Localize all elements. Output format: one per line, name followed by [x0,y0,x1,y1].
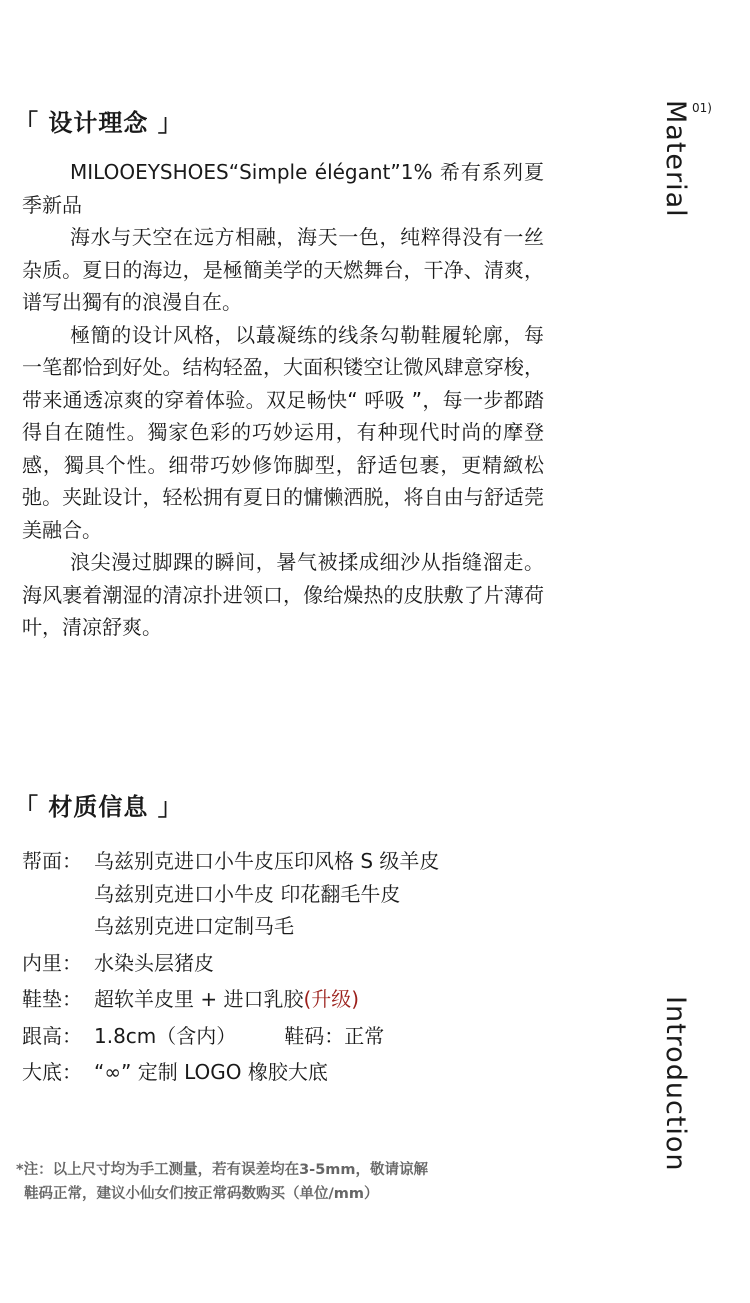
spec-upper [22,845,582,943]
intro-paragraph: MILOOEYSHOES“Simple élégant”1% 希有系列夏季新品 [22,160,544,217]
design-concept-text [22,156,544,644]
side-label-material: Material [660,100,691,218]
spec-value: 乌兹别克进口小牛皮压印风格 S 级羊皮 [94,849,440,873]
spec-lining [22,947,582,980]
intro-paragraph: 極簡的设计风格，以蕞凝练的线条勾勒鞋履轮廓，每一笔都恰到好处。结构轻盈，大面积镂空让微风肆意穿梭，带来通透凉爽的穿着体验。双足畅快“ 呼吸 ”，每一步都踏得自在随性。獨家色彩的巧妙运用，有种现代时尚的摩登感，獨具个性。细带巧妙修饰脚型，舒适包裹，更精緻松弛。夹趾设计，轻松拥有夏日的慵懒洒脱，将自由与舒适莞美融合。 [22,322,544,542]
measurement-note [16,1158,428,1206]
spec-label: 跟高： [22,1023,82,1048]
spec-label: 内里： [22,950,82,975]
spec-value: 水染头层猪皮 [94,950,214,975]
spec-label: 帮面： [22,849,82,873]
note-line: *注：以上尺寸均为手工测量，若有误差均在3-5mm，敬请谅解 [16,1162,428,1178]
spec-insole [22,983,582,1016]
note-line: 鞋码正常，建议小仙女们按正常码数购买（单位/mm） [24,1186,379,1202]
intro-paragraph: 海水与天空在远方相融，海天一色，纯粹得没有一丝杂质。夏日的海边，是極簡美学的天燃舞台，干净、清爽，谱写出獨有的浪漫自在。 [22,225,544,314]
upgrade-badge: (升级) [303,987,360,1011]
spec-value: 超软羊皮里 + 进口乳胶 [94,987,304,1011]
intro-paragraph: 浪尖漫过脚踝的瞬间，暑气被揉成细沙从指缝溜走。海风裹着潮湿的清凉扑进领口，像给燥热的皮肤敷了片薄荷叶，清凉舒爽。 [22,550,544,639]
spec-heel [22,1020,582,1053]
spec-value: 正常 [344,1023,385,1048]
design-concept-title: 「 设计理念 」 [14,109,183,137]
spec-value: “∞” 定制 LOGO 橡胶大底 [94,1060,328,1084]
spec-label: 鞋码： [284,1023,345,1048]
spec-value: 乌兹别克进口小牛皮 印花翻毛牛皮 [94,881,401,906]
spec-label: 大底： [22,1060,82,1084]
material-info-title: 「 材质信息 」 [14,793,183,821]
spec-value: 乌兹别克进口定制马毛 [94,914,294,938]
side-index: 01) [692,101,712,115]
spec-value: 1.8cm（含内） [94,1023,237,1048]
spec-label: 鞋垫： [22,987,82,1011]
material-spec-list [22,845,582,1093]
spec-sole [22,1056,582,1089]
side-label-introduction: Introduction [660,996,691,1172]
